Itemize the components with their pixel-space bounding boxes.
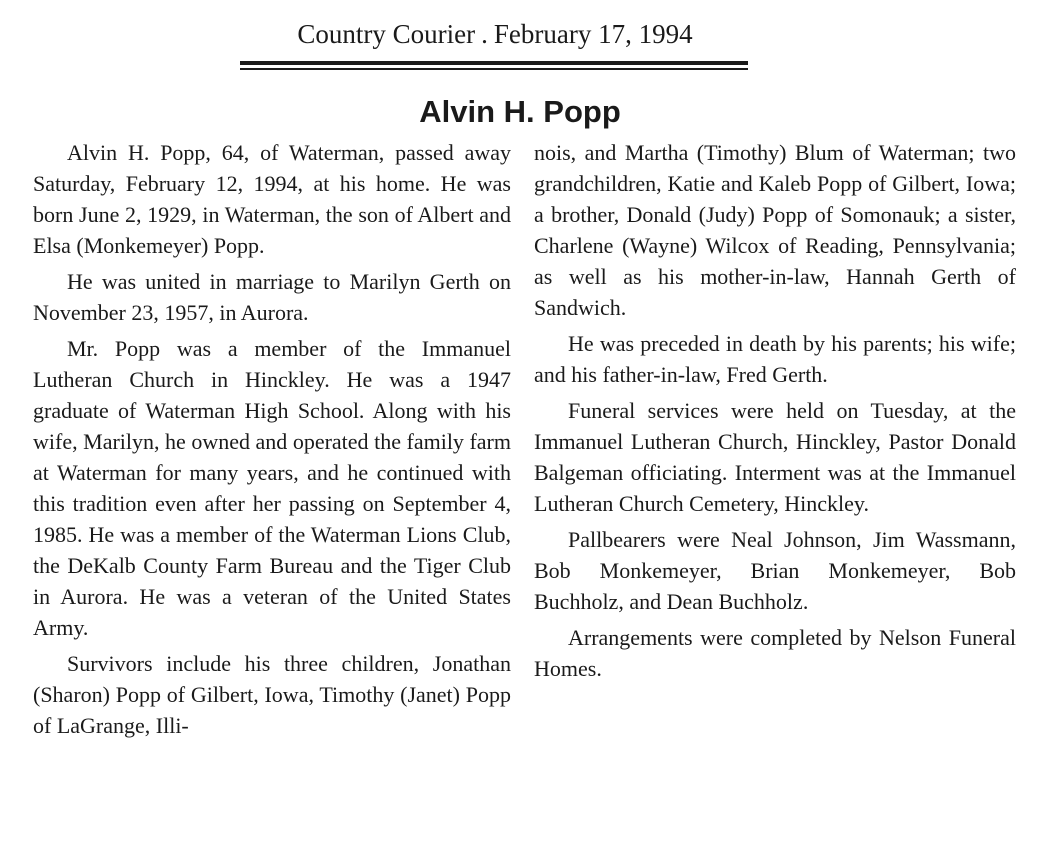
right-column [534, 137, 1016, 689]
paragraph: He was united in marriage to Marilyn Gerth on November 23, 1957, in Aurora. [33, 269, 511, 325]
masthead-separator: . [481, 19, 488, 49]
left-column [33, 137, 511, 746]
masthead-rule-thick [240, 61, 748, 65]
paragraph: Pallbearers were Neal Johnson, Jim Wassmann, Bob Monkemeyer, Brian Monkemeyer, Bob Buchholz, and Dean Buchholz. [534, 527, 1016, 614]
publication-name: Country Courier [297, 19, 476, 49]
obituary-headline: Alvin H. Popp [419, 94, 621, 129]
paragraph: Survivors include his three children, Jonathan (Sharon) Popp of Gilbert, Iowa, Timothy (Janet) Popp of LaGrange, Illi- [33, 651, 511, 738]
paragraph: Arrangements were completed by Nelson Funeral Homes. [534, 625, 1016, 681]
paragraph-continued: nois, and Martha (Timothy) Blum of Waterman; two grandchildren, Katie and Kaleb Popp of Gilbert, Iowa; a brother, Donald (Judy) Popp of Somonauk; a sister, Charlene (Wayne) Wilcox of Reading, Pennsylvania; as well as his mother-in-law, Hannah Gerth of Sandwich. [534, 140, 1016, 320]
paragraph: He was preceded in death by his parents; his wife; and his father-in-law, Fred Gerth. [534, 331, 1016, 387]
paragraph: Alvin H. Popp, 64, of Waterman, passed away Saturday, February 12, 1994, at his home. He was born June 2, 1929, in Waterman, the son of Albert and Elsa (Monkemeyer) Popp. [33, 140, 511, 258]
paragraph: Mr. Popp was a member of the Immanuel Lutheran Church in Hinckley. He was a 1947 graduate of Waterman High School. Along with his wife, Marilyn, he owned and operated the family farm at Waterman for many years, and he continued with this tradition even after her passing on September 4, 1985. He was a member of the Waterman Lions Club, the DeKalb County Farm Bureau and the Tiger Club in Aurora. He was a veteran of the United States Army. [33, 336, 511, 640]
paragraph: Funeral services were held on Tuesday, at the Immanuel Lutheran Church, Hinckley, Pastor Donald Balgeman officiating. Interment was at the Immanuel Lutheran Church Cemetery, Hinckley. [534, 398, 1016, 516]
masthead-rule-thin [240, 68, 748, 70]
masthead [240, 14, 750, 54]
publication-date: February 17, 1994 [493, 19, 693, 49]
